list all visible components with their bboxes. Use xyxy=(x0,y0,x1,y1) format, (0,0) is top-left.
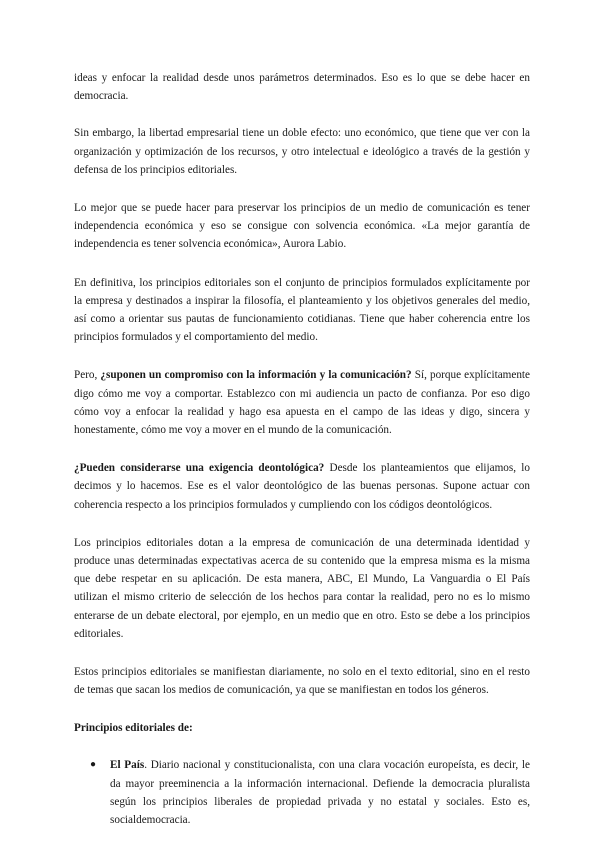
paragraph-business-freedom: Sin embargo, la libertad empresarial tiene un doble efecto: uno económico, que tiene que ver con la organización y optimización de los recursos, y otro intelectual e ideológico a través de la gestión y defensa de los principios editoriales. xyxy=(74,127,530,176)
commitment-lead: Pero, xyxy=(74,369,101,382)
outlet-name: El País xyxy=(110,759,145,772)
paragraph-definition: En definitiva, los principios editoriales son el conjunto de principios formulados explícitamente por la empresa y destinados a inspirar la filosofía, el planteamiento y los objetivos generales del medio, así como a orientar sus pautas de funcionamiento cotidianas. Tiene que haber coherencia entre los principios formulados y el comportamiento del medio. xyxy=(74,276,530,344)
paragraph-democracy: ideas y enfocar la realidad desde unos parámetros determinados. Eso es lo que se debe hacer en democracia. xyxy=(74,72,530,103)
paragraph-daily-manifestation: Estos principios editoriales se manifiestan diariamente, no solo en el texto editorial, sino en el resto de temas que sacan los medios de comunicación, ya que se manifiestan en todos los géneros. xyxy=(74,666,530,697)
paragraph-deontology xyxy=(74,459,530,514)
paragraph-economic-independence: Lo mejor que se puede hacer para preservar los principios de un medio de comunicación es tener independencia económica y eso se consigue con solvencia económica. «La mejor garantía de independencia es tener solvencia económica», Aurora Labio. xyxy=(74,202,530,251)
deontology-question: ¿Pueden considerarse una exigencia deontológica? xyxy=(74,462,325,475)
paragraph-commitment xyxy=(74,366,530,439)
outlet-description: . Diario nacional y constitucionalista, con una clara vocación europeísta, es decir, le da mayor preeminencia a la información internacional. Defiende la democracia pluralista según los principios liberales de propiedad privada y no estatal y sociales. Esto es, socialdemocracia. xyxy=(110,759,531,827)
commitment-question: ¿suponen un compromiso con la información y la comunicación? xyxy=(100,369,412,382)
outlets-list xyxy=(74,756,530,829)
bullet-icon: ● xyxy=(90,759,97,771)
section-heading: Principios editoriales de: xyxy=(74,722,193,735)
paragraph-identity: Los principios editoriales dotan a la empresa de comunicación de una determinada identidad y produce unas determinadas expectativas acerca de su contenido que la empresa misma es la misma que debe respetar en su aplicación. De esta manera, ABC, El Mundo, La Vanguardia o El País utilizan el mismo criterio de selección de los hechos para contar la realidad, pero no es lo mismo enterarse de un debate electoral, por ejemplo, en un medio que en otro. Esto se debe a los principios editoriales. xyxy=(74,536,530,640)
commitment-answer: Sí, porque explícitamente digo cómo me voy a comportar. Establezco con mi audiencia un pacto de confianza. Por eso digo cómo voy a enfocar la realidad y hago esa apuesta en el campo de las ideas y digo, sincera y honestamente, cómo me voy a mover en el mundo de la comunicación. xyxy=(74,369,531,437)
list-item xyxy=(90,756,531,829)
deontology-answer: Desde los planteamientos que elijamos, lo decimos y lo hacemos. Ese es el valor deontológico de las buenas personas. Supone actuar con coherencia respecto a los principios formulados y cumpliendo con los códigos deontológicos. xyxy=(74,462,530,511)
